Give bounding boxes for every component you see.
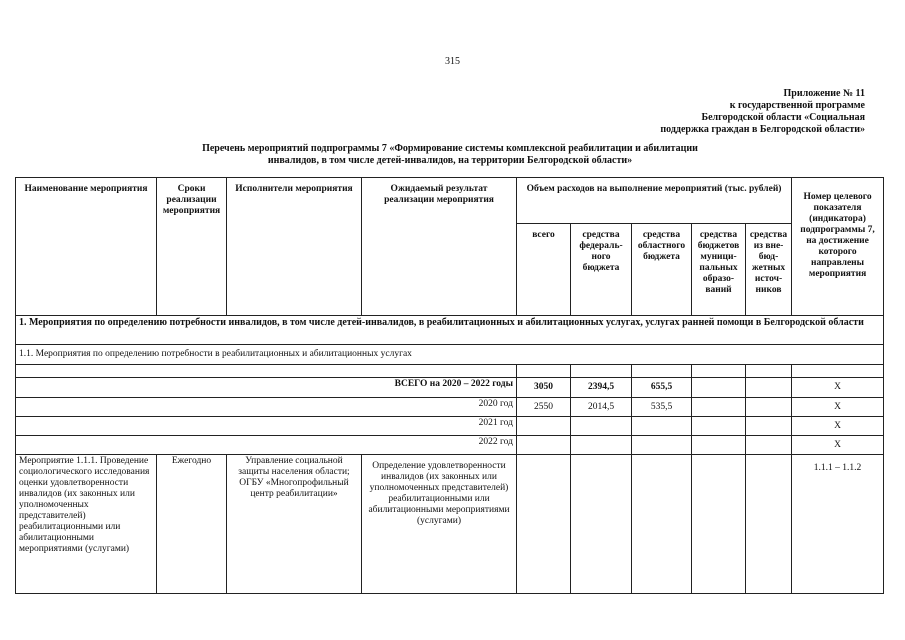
appendix-line-4: поддержка граждан в Белгородской области» [660,124,865,135]
measures-table [15,177,884,594]
cell-municipal [692,398,746,417]
cell-total: 2550 [517,398,571,417]
cell-total [517,436,571,455]
header-municipal: средства бюджетов муници-пальных образо-ваний [692,224,746,316]
header-extrabudgetary: средства из вне-бюд-жетных источ-ников [746,224,792,316]
cell-municipal [692,378,746,398]
cell-indicator: Х [792,378,884,398]
header-executors: Исполнители мероприятия [227,178,362,316]
page-number: 315 [445,56,460,67]
cell-total [517,455,571,594]
measure-indicator: 1.1.1 – 1.1.2 [792,455,884,594]
cell-regional: 535,5 [632,398,692,417]
cell-extrabudgetary [746,417,792,436]
header-indicator: Номер целевого показателя (индикатора) подпрограммы 7, на достижение которого направлены мероприятия [792,178,884,316]
header-expected-result: Ожидаемый результат реализации мероприятия [362,178,517,316]
header-row-1 [16,178,884,224]
document-title [100,143,800,167]
cell-municipal [692,436,746,455]
cell-total [517,417,571,436]
section-row [16,316,884,345]
cell-federal [571,417,632,436]
document-title-line-2: инвалидов, в том числе детей-инвалидов, на территории Белгородской области» [267,155,633,166]
spacer-row [16,365,884,378]
cell-federal [571,436,632,455]
row-label: 2022 год [16,436,517,455]
measure-name: Мероприятие 1.1.1. Проведение социологического исследования оценки удовлетворенности инвалидов (их законных или уполномоченных представителей) реабилитационными или абилитационными мероприятиями (услугами) [16,455,157,594]
cell-total: 3050 [517,378,571,398]
table-row [16,398,884,417]
cell-federal: 2014,5 [571,398,632,417]
appendix-line-2: к государственной программе [729,100,865,111]
measure-term: Ежегодно [157,455,227,594]
row-label: 2020 год [16,398,517,417]
row-label: 2021 год [16,417,517,436]
cell-regional: 655,5 [632,378,692,398]
cell-extrabudgetary [746,455,792,594]
cell-indicator: Х [792,417,884,436]
cell-extrabudgetary [746,436,792,455]
cell-regional [632,455,692,594]
table-row [16,436,884,455]
cell-regional [632,417,692,436]
cell-federal [571,455,632,594]
measure-row [16,455,884,594]
cell-municipal [692,455,746,594]
header-federal: средства федераль-ного бюджета [571,224,632,316]
table-row [16,417,884,436]
row-label: ВСЕГО на 2020 – 2022 годы [16,378,517,398]
section-1-title: 1. Мероприятия по определению потребности инвалидов, в том числе детей-инвалидов, в реабилитационных и абилитационных услугах, услугах ранней помощи в Белгородской области [16,316,884,345]
header-total: всего [517,224,571,316]
cell-indicator: Х [792,436,884,455]
cell-municipal [692,417,746,436]
subsection-1-1-title: 1.1. Мероприятия по определению потребности в реабилитационных и абилитационных услугах [16,345,884,365]
header-name: Наименование мероприятия [16,178,157,316]
appendix-block [660,88,865,136]
header-expenses: Объем расходов на выполнение мероприятий (тыс. рублей) [517,178,792,224]
document-title-line-1: Перечень мероприятий подпрограммы 7 «Формирование системы комплексной реабилитации и абилитации [202,143,698,154]
measure-executors: Управление социальной защиты населения области; ОГБУ «Многопрофильный центр реабилитации» [227,455,362,594]
appendix-line-3: Белгородской области «Социальная [701,112,865,123]
cell-federal: 2394,5 [571,378,632,398]
cell-regional [632,436,692,455]
appendix-line-1: Приложение № 11 [783,88,865,99]
cell-extrabudgetary [746,378,792,398]
header-regional: средства областного бюджета [632,224,692,316]
cell-indicator: Х [792,398,884,417]
subsection-row [16,345,884,365]
cell-extrabudgetary [746,398,792,417]
header-term: Сроки реализации мероприятия [157,178,227,316]
measure-expected-result: Определение удовлетворенности инвалидов (их законных или уполномоченных представителей) реабилитационными или абилитационными мероприятиями (услугами) [362,455,517,594]
table-row [16,378,884,398]
